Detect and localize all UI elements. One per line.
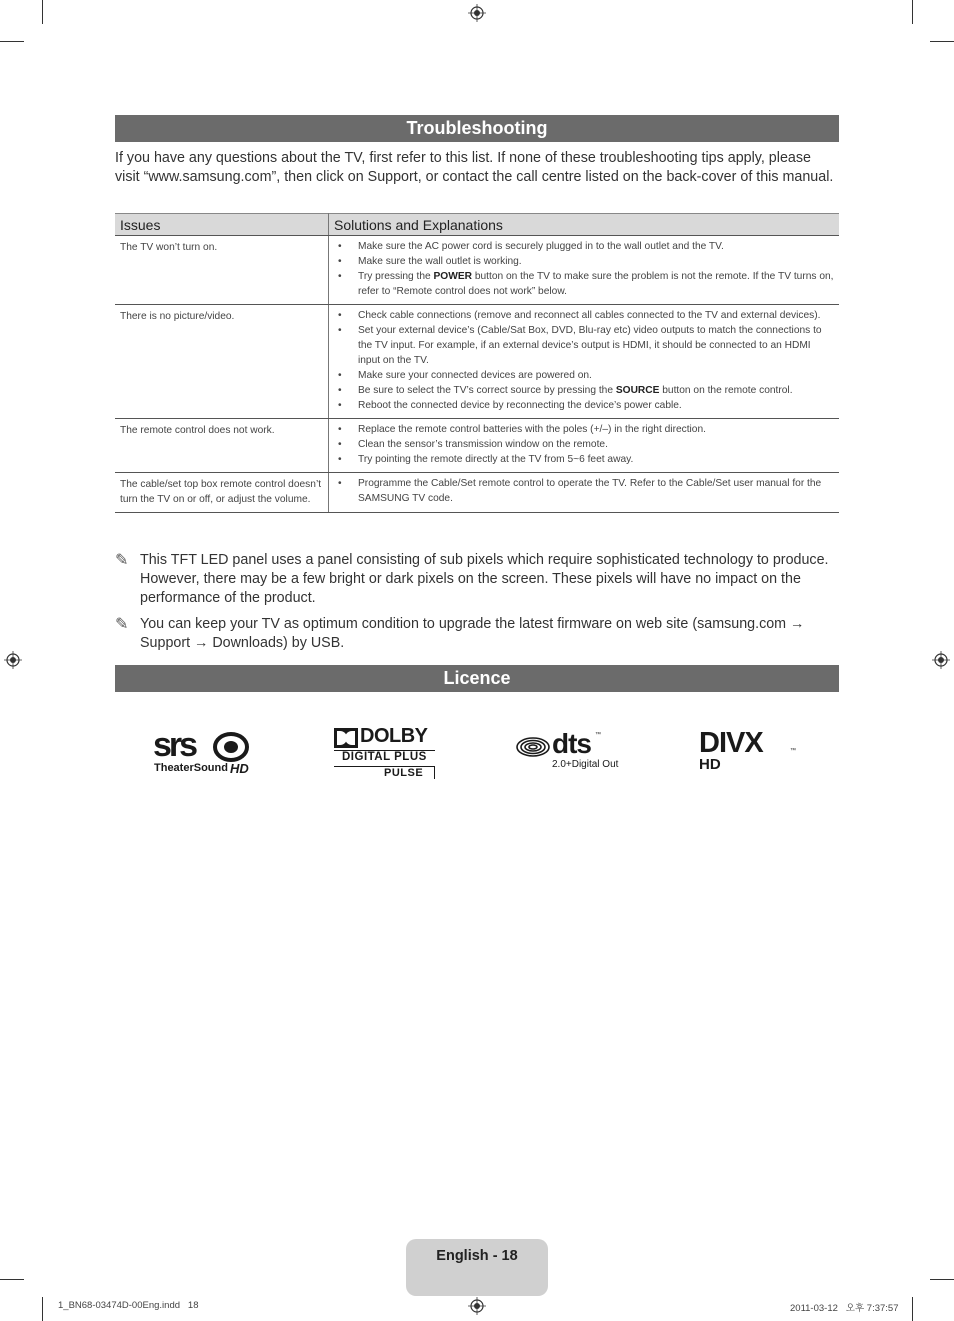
solutions-cell xyxy=(329,236,840,305)
divx-tm-text: ™ xyxy=(790,748,796,754)
dolby-divider xyxy=(434,767,435,779)
pencil-note-icon: ✎ xyxy=(115,552,129,569)
divx-hd-text: HD xyxy=(699,756,721,773)
srs-theatersound-hd-logo xyxy=(153,726,258,778)
list-item: • Programme the Cable/Set remote control to operate the TV. Refer to the Cable/Set user manual for the SAMSUNG TV code. xyxy=(335,476,835,506)
registration-mark-icon xyxy=(468,4,486,22)
solutions-cell xyxy=(329,419,840,473)
list-item xyxy=(335,269,835,299)
crop-mark xyxy=(42,0,43,24)
crop-mark xyxy=(912,1297,913,1321)
solution-text: Be sure to select the TV’s correct source by pressing the xyxy=(358,385,616,396)
dts-tm-text: ™ xyxy=(595,732,601,738)
dolby-digital-plus-pulse-logo xyxy=(334,727,438,781)
dts-sub-text: 2.0+Digital Out xyxy=(552,759,619,770)
dolby-double-d-icon xyxy=(334,728,358,748)
file-slug: 1_BN68-03474D-00Eng.indd 18 xyxy=(58,1300,199,1311)
solution-text: button on the remote control. xyxy=(659,385,793,396)
crop-mark xyxy=(930,1279,954,1280)
intro-paragraph: If you have any questions about the TV, first refer to this list. If none of these troubleshooting tips apply, please visit “www.samsung.com”, then click on Support, or contact the call centre listed on the back-cover of this manual. xyxy=(115,150,834,185)
crop-mark xyxy=(912,0,913,24)
registration-mark-icon xyxy=(468,1297,486,1315)
list-item: • Reboot the connected device by reconnecting the device’s power cable. xyxy=(335,398,835,413)
table-row xyxy=(115,473,839,513)
list-item: • Check cable connections (remove and reconnect all cables connected to the TV and external devices). xyxy=(335,308,835,323)
srs-logo-text: srs xyxy=(153,726,196,764)
divx-logo-text: DIVX xyxy=(699,727,763,759)
troubleshooting-heading: Troubleshooting xyxy=(115,115,839,142)
srs-circle-icon xyxy=(213,732,249,762)
srs-sub-text: TheaterSound xyxy=(154,762,228,774)
troubleshooting-table xyxy=(115,213,839,513)
dolby-pulse-text: PULSE xyxy=(384,767,424,779)
dolby-digital-plus-text: DIGITAL PLUS xyxy=(342,751,427,763)
issue-cell: The TV won’t turn on. xyxy=(115,236,329,305)
registration-mark-icon xyxy=(932,651,950,669)
table-body xyxy=(115,236,839,513)
crop-mark xyxy=(930,41,954,42)
list-item: • Try pointing the remote directly at the TV from 5~6 feet away. xyxy=(335,452,835,467)
list-item xyxy=(335,383,835,398)
dts-logo xyxy=(516,728,622,774)
button-name-emphasis: SOURCE xyxy=(615,385,660,396)
srs-hd-text: HD xyxy=(230,761,249,776)
list-item: • Make sure your connected devices are powered on. xyxy=(335,368,835,383)
note-paragraph xyxy=(115,615,839,653)
issue-cell: There is no picture/video. xyxy=(115,305,329,419)
page-number-tab xyxy=(406,1239,548,1296)
dolby-logo-text: DOLBY xyxy=(360,725,428,747)
pencil-note-icon: ✎ xyxy=(115,616,129,633)
table-row xyxy=(115,236,839,305)
solutions-list xyxy=(335,239,835,299)
solutions-list xyxy=(335,422,835,467)
note-text: This TFT LED panel uses a panel consisting of sub pixels which require sophisticated technology to produce. However, there may be a few bright or dark pixels on the screen. These pixels will have no impact on the performance of the product. xyxy=(140,552,829,606)
button-name-emphasis: POWER xyxy=(433,271,472,282)
crop-mark xyxy=(0,1279,24,1280)
list-item: • Make sure the wall outlet is working. xyxy=(335,254,835,269)
solutions-cell xyxy=(329,473,840,513)
dts-logo-text: dts xyxy=(552,728,591,759)
note-text: You can keep your TV as optimum condition to upgrade the latest firmware on web site (samsung.com → Support → Downloads) by USB. xyxy=(140,616,805,651)
issue-cell: The remote control does not work. xyxy=(115,419,329,473)
solutions-list xyxy=(335,308,835,413)
crop-mark xyxy=(0,41,24,42)
solution-text: button on the TV to make sure the problem is not the remote. If the TV turns on, refer to “Remote control does not work” below. xyxy=(358,271,834,297)
divx-hd-logo xyxy=(699,727,799,775)
list-item: • Make sure the AC power cord is securely plugged in to the wall outlet and the TV. xyxy=(335,239,835,254)
solution-text: Try pressing the xyxy=(358,271,434,282)
registration-mark-icon xyxy=(4,651,22,669)
crop-mark xyxy=(42,1297,43,1321)
table-row xyxy=(115,305,839,419)
solutions-cell xyxy=(329,305,840,419)
list-item: • Replace the remote control batteries with the poles (+/–) in the right direction. xyxy=(335,422,835,437)
column-header-solutions: Solutions and Explanations xyxy=(329,214,840,236)
licence-heading: Licence xyxy=(115,665,839,692)
list-item: • Clean the sensor’s transmission window on the remote. xyxy=(335,437,835,452)
list-item: • Set your external device’s (Cable/Sat Box, DVD, Blu-ray etc) video outputs to match the connections to the TV input. For example, if an external device’s output is HDMI, it should be connected to an HDMI input on the TV. xyxy=(335,323,835,368)
note-paragraph xyxy=(115,551,839,608)
page-number-label: English - 18 xyxy=(436,1248,518,1264)
solutions-list xyxy=(335,476,835,506)
table-header-row xyxy=(115,214,839,236)
table-row xyxy=(115,419,839,473)
issue-cell: The cable/set top box remote control doesn’t turn the TV on or off, or adjust the volume. xyxy=(115,473,329,513)
print-timestamp: 2011-03-12 오후 7:37:57 xyxy=(790,1303,899,1314)
dts-disc-icon xyxy=(516,736,550,758)
column-header-issues: Issues xyxy=(115,214,329,236)
